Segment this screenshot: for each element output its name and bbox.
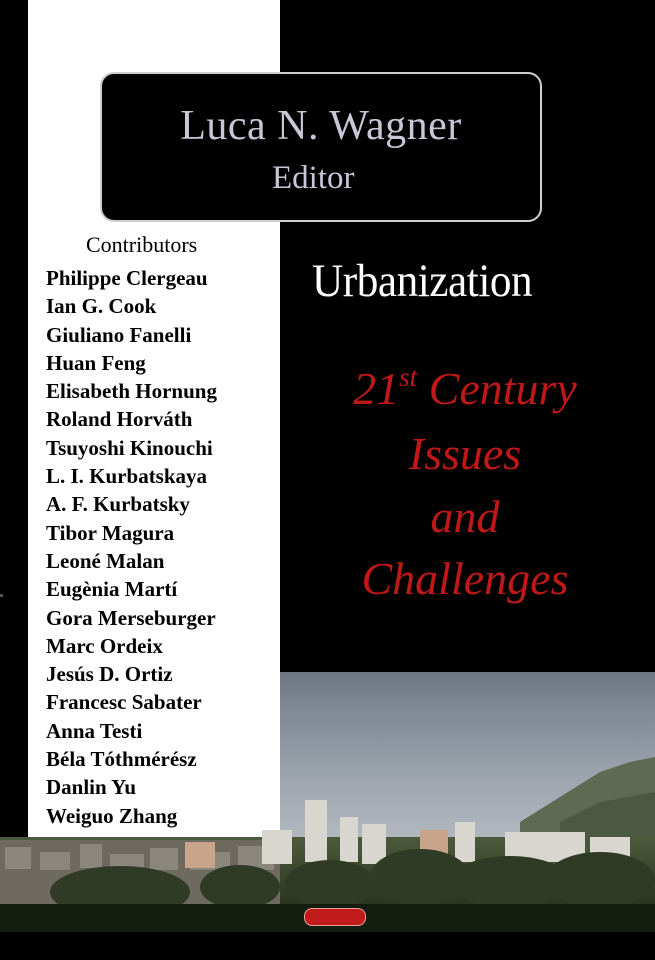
contributor-name: Weiguo Zhang — [46, 803, 178, 828]
subtitle-century: Century — [417, 363, 577, 414]
subtitle-line-4: Challenges — [361, 553, 569, 604]
subtitle-ordinal: st — [399, 362, 418, 392]
subtitle-line-3: and — [430, 491, 500, 542]
contributor-name: Anna Testi — [46, 718, 143, 743]
contributor-name: Jesús D. Ortiz — [46, 662, 173, 687]
subtitle-line-1 — [300, 362, 630, 415]
editor-box — [100, 72, 542, 222]
subtitle-line-2: Issues — [408, 428, 522, 479]
contributor-name: Francesc Sabater — [46, 690, 202, 715]
contributor-name: Huan Feng — [46, 350, 146, 375]
contributor-name: Eugènia Martí — [46, 577, 178, 602]
contributor-name: Leoné Malan — [46, 548, 165, 573]
editor-role: Editor — [272, 160, 355, 196]
contributor-name: Marc Ordeix — [46, 633, 163, 658]
contributor-name: L. I. Kurbatskaya — [46, 464, 208, 489]
contributor-name: Tibor Magura — [46, 520, 175, 545]
editor-name: Luca N. Wagner — [180, 103, 462, 149]
subtitle-number: 21 — [353, 363, 400, 414]
city-skyline-photo — [0, 672, 655, 932]
contributor-name: Danlin Yu — [46, 775, 137, 800]
contributor-name: Ian G. Cook — [46, 294, 157, 319]
contributor-name: Roland Horváth — [46, 407, 193, 432]
contributor-name: Elisabeth Hornung — [46, 379, 217, 404]
contributor-name: A. F. Kurbatsky — [46, 492, 190, 517]
contributor-name: Béla Tóthmérész — [46, 747, 197, 772]
publisher-logo — [304, 908, 366, 926]
book-title: Urbanization — [312, 255, 533, 307]
contributor-name: Giuliano Fanelli — [46, 322, 192, 347]
contributors-heading: Contributors — [86, 232, 198, 257]
contributor-name: Gora Merseburger — [46, 605, 216, 630]
contributor-name: Tsuyoshi Kinouchi — [46, 435, 213, 460]
edge-mark — [0, 594, 3, 597]
contributor-name: Philippe Clergeau — [46, 266, 208, 290]
